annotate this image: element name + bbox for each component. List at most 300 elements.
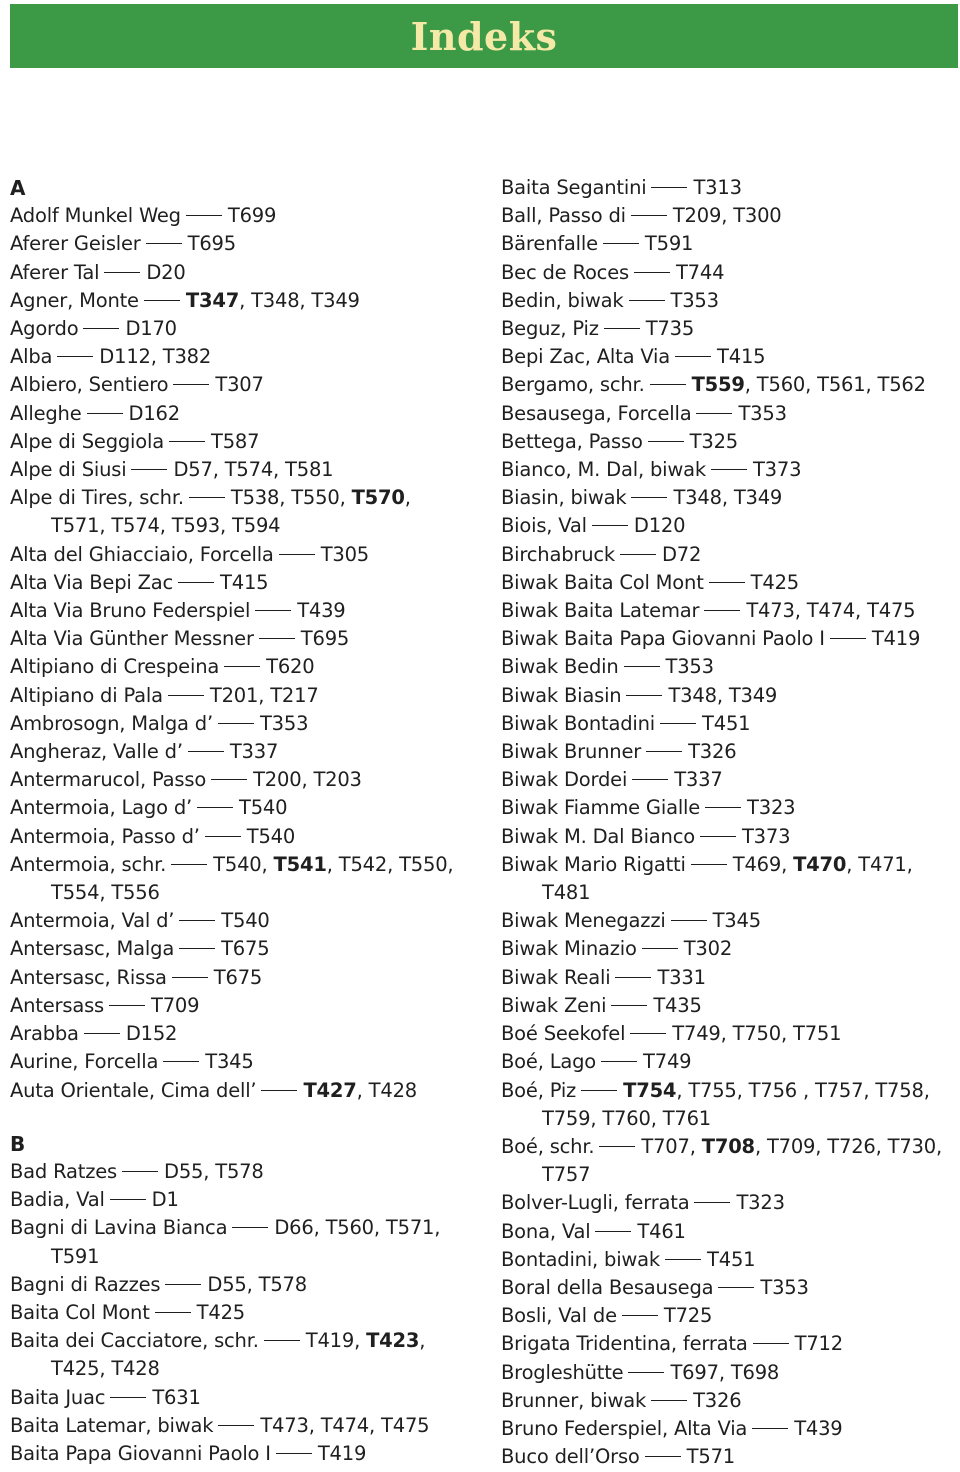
dash-separator — [622, 1315, 658, 1316]
index-entry — [10, 569, 480, 597]
page-ref: D66 — [274, 1216, 314, 1240]
page-ref: T758 — [875, 1078, 924, 1102]
title-banner — [10, 4, 958, 68]
dash-separator — [665, 1259, 701, 1260]
page-ref: T695 — [187, 232, 236, 256]
page-ref: T574 — [224, 458, 274, 482]
index-entry: Bad Ratzes D55, T578 — [10, 1159, 264, 1183]
page-ref: T347 — [185, 288, 240, 312]
page-ref: T349 — [728, 683, 778, 707]
entry-name: Biwak Minazio — [501, 937, 637, 961]
index-entry — [10, 964, 480, 992]
page-ref: T302 — [683, 937, 733, 961]
index-entry — [501, 315, 960, 343]
dash-separator — [261, 1090, 297, 1091]
index-entry — [10, 625, 480, 653]
index-entry: Altipiano di Pala T201, T217 — [10, 683, 319, 707]
index-entry — [10, 202, 480, 230]
entry-name: Baita dei Cacciatore, schr. — [10, 1329, 259, 1353]
page-ref: T550 — [399, 852, 448, 876]
index-entry — [501, 1246, 960, 1274]
index-entry — [501, 569, 960, 597]
section-gap — [10, 1105, 480, 1130]
page-ref: T331 — [657, 965, 706, 989]
page-ref: T313 — [693, 176, 742, 199]
entry-name: Biwak Fiamme Gialle — [501, 796, 701, 820]
entry-name: Alta del Ghiacciaio, Forcella — [10, 542, 274, 566]
entry-name: Bosli, Val de — [501, 1304, 617, 1328]
entry-name: Badia, Val — [10, 1188, 105, 1212]
page-ref: T709 — [151, 993, 200, 1017]
dash-separator — [264, 1340, 300, 1341]
entry-name: Buco dell’Orso — [501, 1445, 640, 1469]
dash-separator — [709, 582, 745, 583]
dash-separator — [624, 666, 660, 667]
index-entry — [10, 400, 480, 428]
page-ref: T675 — [213, 965, 263, 989]
page-ref: T560 — [325, 1216, 374, 1240]
page-ref: T538 — [230, 486, 280, 510]
page-ref: T571 — [385, 1216, 435, 1240]
entry-name: Ambrosogn, Malga d’ — [10, 711, 213, 735]
entry-name: Brogleshütte — [501, 1360, 624, 1384]
page-ref: T201 — [209, 683, 259, 707]
dash-separator — [711, 469, 747, 470]
index-entry: Auta Orientale, Cima dell’ T427, T428 — [10, 1078, 417, 1102]
entry-name: Antermoia, Passo d’ — [10, 824, 200, 848]
index-column-left — [10, 174, 480, 1468]
entry-name: Bona, Val — [501, 1219, 591, 1243]
dash-separator — [224, 666, 260, 667]
page-ref: T559 — [691, 373, 745, 397]
page-ref: T709 — [766, 1134, 816, 1158]
page-ref: T730 — [887, 1134, 936, 1158]
entry-name: Bagni di Lavina Bianca — [10, 1216, 228, 1240]
index-entry — [501, 428, 960, 456]
index-entry — [501, 1218, 960, 1246]
dash-separator — [632, 779, 668, 780]
page-ref: T415 — [717, 345, 766, 369]
page-ref: T353 — [259, 711, 309, 735]
index-entry — [10, 230, 480, 258]
page-ref: T749 — [672, 1022, 721, 1046]
entry-name: Baita Segantini — [501, 176, 647, 199]
page-ref: T578 — [258, 1272, 307, 1296]
dash-separator — [646, 751, 682, 752]
section-letter: A — [10, 176, 26, 200]
entry-name: Bontadini, biwak — [501, 1247, 661, 1271]
page-ref: T570 — [351, 486, 405, 510]
page-ref: T382 — [162, 345, 212, 369]
dash-separator — [169, 441, 205, 442]
entry-name: Boé, Lago — [501, 1050, 597, 1074]
dash-separator — [279, 554, 315, 555]
entry-name: Arabba — [10, 1022, 79, 1046]
dash-separator — [197, 807, 233, 808]
dash-separator — [631, 215, 667, 216]
entry-name: Besausega, Forcella — [501, 401, 692, 425]
entry-name: Alpe di Tires, schr. — [10, 486, 184, 510]
page-ref: T757 — [542, 1163, 591, 1187]
page-ref: T419 — [317, 1441, 367, 1465]
page-ref: T574 — [111, 514, 160, 538]
dash-separator — [718, 1287, 754, 1288]
index-entry: Boé Seekofel T749, T750, T751 — [501, 1022, 842, 1046]
page-ref: T428 — [111, 1357, 160, 1381]
page-ref: T560 — [756, 373, 806, 397]
index-entry: Alpe di Siusi D57, T574, T581 — [10, 458, 334, 482]
page-ref: T757 — [815, 1078, 864, 1102]
page-ref: T540 — [246, 824, 296, 848]
page-ref: T337 — [674, 768, 723, 792]
entry-name: Biwak M. Dal Bianco — [501, 824, 695, 848]
index-entry — [10, 653, 480, 681]
index-entry — [10, 1186, 480, 1214]
dash-separator — [144, 300, 180, 301]
index-entry: Bergamo, schr. T559, T560, T561, T562 — [501, 373, 926, 397]
dash-separator — [171, 864, 207, 865]
page-ref: T593 — [171, 514, 221, 538]
page-ref: T571 — [686, 1445, 735, 1469]
entry-name: Antersasc, Malga — [10, 937, 175, 961]
page-title: Indeks — [410, 13, 558, 59]
index-entry — [501, 512, 960, 540]
entry-name: Biwak Reali — [501, 965, 611, 989]
entry-name: Alta Via Günther Messner — [10, 627, 254, 651]
entry-name: Alleghe — [10, 401, 82, 425]
page-ref: T474 — [320, 1413, 370, 1437]
entry-name: Adolf Munkel Weg — [10, 204, 181, 228]
page-ref: T353 — [760, 1275, 809, 1299]
page-ref: T697 — [670, 1360, 719, 1384]
page-ref: T209 — [672, 204, 722, 228]
index-entry — [10, 541, 480, 569]
page-ref: T373 — [752, 458, 802, 482]
page-ref: T587 — [210, 429, 260, 453]
dash-separator — [84, 1033, 120, 1034]
page-ref: T620 — [266, 655, 315, 679]
page-ref: T726 — [827, 1134, 876, 1158]
page-ref: T425 — [750, 570, 799, 594]
entry-name: Altipiano di Crespeina — [10, 655, 220, 679]
dash-separator — [163, 1061, 199, 1062]
entry-name: Bepi Zac, Alta Via — [501, 345, 671, 369]
page-ref: T451 — [707, 1247, 756, 1271]
dash-separator — [691, 864, 727, 865]
index-entry — [501, 1302, 960, 1330]
index-entry — [501, 174, 960, 202]
page-ref: D162 — [128, 401, 180, 425]
page-ref: T754 — [623, 1078, 677, 1102]
entry-name: Angheraz, Valle d’ — [10, 740, 183, 764]
entry-name: Biasin, biwak — [501, 486, 627, 510]
dash-separator — [178, 582, 214, 583]
index-entry — [501, 1443, 960, 1471]
entry-name: Biwak Bedin — [501, 655, 619, 679]
entry-name: Biwak Mario Rigatti — [501, 852, 686, 876]
index-entry — [10, 710, 480, 738]
page-ref: T578 — [215, 1159, 264, 1183]
page-ref: T562 — [877, 373, 926, 397]
dash-separator — [620, 554, 656, 555]
page-ref: T759 — [542, 1106, 591, 1130]
dash-separator — [651, 1400, 687, 1401]
index-entry: Antermarucol, Passo T200, T203 — [10, 768, 362, 792]
page-ref: T594 — [232, 514, 281, 538]
dash-separator — [700, 836, 736, 837]
page-ref: T300 — [733, 204, 782, 228]
page-ref: T348 — [251, 288, 300, 312]
dash-separator — [255, 610, 291, 611]
index-entry — [501, 794, 960, 822]
entry-name: Bagni di Razzes — [10, 1272, 161, 1296]
page-ref: T475 — [381, 1413, 430, 1437]
dash-separator — [595, 1231, 631, 1232]
index-entry: Biwak Biasin T348, T349 — [501, 683, 778, 707]
index-entry — [501, 1415, 960, 1443]
dash-separator — [168, 695, 204, 696]
dash-separator — [645, 1456, 681, 1457]
index-entry — [501, 738, 960, 766]
dash-separator — [629, 300, 665, 301]
page-ref: T571 — [51, 514, 100, 538]
page-ref: T591 — [644, 232, 694, 256]
entry-name: Baita Papa Giovanni Paolo I — [10, 1441, 271, 1465]
page-ref: T203 — [313, 768, 362, 792]
index-entry: Baita dei Cacciatore, schr. T419, T423, T425, T428 — [10, 1329, 426, 1381]
index-entry — [501, 1387, 960, 1415]
page-ref: T349 — [311, 288, 360, 312]
dash-separator — [122, 1171, 158, 1172]
index-entry: Bagni di Lavina Bianca D66, T560, T571, T591 — [10, 1216, 441, 1268]
dash-separator — [830, 638, 866, 639]
dash-separator — [694, 1202, 730, 1203]
entry-name: Brunner, biwak — [501, 1388, 647, 1412]
index-entry — [501, 343, 960, 371]
page-ref: T481 — [542, 881, 591, 905]
page-ref: D20 — [146, 260, 186, 284]
entry-name: Bettega, Passo — [501, 429, 643, 453]
dash-separator — [752, 1428, 788, 1429]
index-entry — [10, 1048, 480, 1076]
page-ref: T439 — [297, 599, 346, 623]
index-entry: Ball, Passo di T209, T300 — [501, 204, 782, 228]
page-ref: T353 — [665, 655, 714, 679]
page-ref: T474 — [806, 599, 856, 623]
entry-name: Bärenfalle — [501, 232, 598, 256]
entry-name: Aferer Geisler — [10, 232, 141, 256]
page-ref: D57 — [173, 458, 213, 482]
index-entry — [501, 1330, 960, 1358]
entry-name: Agordo — [10, 317, 79, 341]
dash-separator — [146, 243, 182, 244]
page-ref: T540 — [239, 796, 288, 820]
page-ref: T353 — [670, 288, 719, 312]
page-ref: T695 — [300, 627, 350, 651]
page-ref: T415 — [220, 570, 269, 594]
dash-separator — [110, 1397, 146, 1398]
index-entry — [10, 823, 480, 851]
index-entry — [501, 456, 960, 484]
page-ref: T428 — [368, 1078, 417, 1102]
dash-separator — [155, 1312, 191, 1313]
page-ref: T749 — [643, 1050, 692, 1074]
index-entry — [501, 259, 960, 287]
page-ref: T542 — [338, 852, 388, 876]
page-ref: D112 — [99, 345, 151, 369]
page-ref: T556 — [111, 881, 160, 905]
index-entry — [501, 1274, 960, 1302]
dash-separator — [592, 525, 628, 526]
entry-name: Bolver-Lugli, ferrata — [501, 1191, 690, 1215]
index-entry: Boé, Piz T754, T755, T756 , T757, T758, T759, T760, T761 — [501, 1078, 930, 1130]
page-ref: T591 — [51, 1244, 100, 1268]
page-ref: T554 — [51, 881, 100, 905]
page-ref: T200 — [253, 768, 302, 792]
entry-name: Baita Latemar, biwak — [10, 1413, 214, 1437]
index-entry: Agner, Monte T347, T348, T349 — [10, 288, 360, 312]
page-ref: T561 — [817, 373, 866, 397]
index-entry: Biwak Mario Rigatti T469, T470, T471, T481 — [501, 852, 913, 905]
page-ref: T423 — [366, 1329, 420, 1353]
entry-name: Antermoia, schr. — [10, 852, 167, 876]
index-entry: Bagni di Razzes D55, T578 — [10, 1272, 307, 1296]
page-ref: T750 — [732, 1022, 781, 1046]
dash-separator — [87, 413, 123, 414]
index-entry — [10, 1020, 480, 1048]
entry-name: Antermoia, Lago d’ — [10, 796, 193, 820]
index-entry — [10, 315, 480, 343]
entry-name: Bergamo, schr. — [501, 373, 645, 397]
entry-name: Bruno Federspiel, Alta Via — [501, 1416, 748, 1440]
dash-separator — [696, 413, 732, 414]
page-ref: T540 — [221, 909, 270, 933]
dash-separator — [211, 779, 247, 780]
page-ref: T469 — [732, 852, 782, 876]
entry-name: Alpe di Seggiola — [10, 429, 164, 453]
page-ref: D55 — [207, 1272, 247, 1296]
page-ref: T419 — [871, 627, 921, 651]
page-ref: D72 — [661, 542, 702, 566]
entry-name: Antermarucol, Passo — [10, 768, 207, 792]
page-ref: T337 — [229, 740, 279, 764]
index-entry — [10, 597, 480, 625]
index-entry: Brogleshütte T697, T698 — [501, 1360, 780, 1384]
page-ref: T439 — [794, 1416, 843, 1440]
entry-name: Biwak Brunner — [501, 740, 642, 764]
index-entry — [501, 907, 960, 935]
page-ref: T470 — [793, 852, 847, 876]
page-ref: T699 — [227, 204, 277, 228]
dash-separator — [705, 807, 741, 808]
page-ref: T325 — [689, 429, 739, 453]
page-ref: T473 — [260, 1413, 309, 1437]
index-entry — [501, 935, 960, 963]
entry-name: Biwak Baita Papa Giovanni Paolo I — [501, 627, 825, 651]
index-entry: Biwak Baita Latemar T473, T474, T475 — [501, 599, 916, 623]
index-entry — [501, 653, 960, 681]
page-ref: T307 — [215, 373, 264, 397]
index-entry: Alba D112, T382 — [10, 345, 212, 369]
page-ref: T345 — [205, 1050, 254, 1074]
index-entry — [501, 964, 960, 992]
entry-name: Bec de Roces — [501, 260, 629, 284]
entry-name: Antersasc, Rissa — [10, 965, 167, 989]
entry-name: Biwak Bontadini — [501, 711, 656, 735]
page-ref: D1 — [151, 1188, 179, 1212]
dash-separator — [628, 1372, 664, 1373]
page-ref: T353 — [738, 401, 787, 425]
index-entry — [501, 823, 960, 851]
entry-name: Boé Seekofel — [501, 1022, 626, 1046]
entry-name: Bianco, M. Dal, biwak — [501, 458, 706, 482]
page-ref: T550 — [291, 486, 340, 510]
dash-separator — [753, 1343, 789, 1344]
dash-separator — [601, 1061, 637, 1062]
index-entry: Biasin, biwak T348, T349 — [501, 486, 783, 510]
page-ref: T755 — [688, 1078, 737, 1102]
entry-name: Biwak Zeni — [501, 993, 607, 1017]
index-entry: Antermoia, schr. T540, T541, T542, T550, T554, T556 — [10, 852, 454, 905]
index-entry: Baita Latemar, biwak T473, T474, T475 — [10, 1413, 430, 1437]
page-ref: T707 — [641, 1134, 690, 1158]
section-letter: B — [10, 1131, 26, 1156]
page-ref: T348 — [668, 683, 717, 707]
page-ref: T541 — [273, 852, 327, 876]
entry-name: Aferer Tal — [10, 260, 100, 284]
page-ref: T305 — [320, 542, 370, 566]
index-entry — [10, 907, 480, 935]
dash-separator — [631, 497, 667, 498]
entry-name: Boé, Piz — [501, 1078, 577, 1102]
entry-name: Altipiano di Pala — [10, 683, 163, 707]
page-ref: T419 — [305, 1329, 355, 1353]
page-ref: T323 — [736, 1191, 785, 1215]
entry-name: Biwak Biasin — [501, 683, 622, 707]
entry-name: Antersass — [10, 993, 104, 1017]
page-ref: T698 — [730, 1360, 780, 1384]
dash-separator — [604, 328, 640, 329]
dash-separator — [186, 215, 222, 216]
index-entry — [501, 1189, 960, 1217]
page-ref: D55 — [164, 1159, 204, 1183]
page-ref: T349 — [733, 486, 783, 510]
index-entry — [501, 766, 960, 794]
entry-name: Alpe di Siusi — [10, 458, 127, 482]
dash-separator — [611, 1005, 647, 1006]
entry-name: Biwak Menegazzi — [501, 909, 666, 933]
entry-name: Beguz, Piz — [501, 317, 599, 341]
dash-separator — [189, 497, 225, 498]
dash-separator — [104, 272, 140, 273]
dash-separator — [276, 1453, 312, 1454]
index-entry — [10, 1384, 480, 1412]
index-entry — [10, 428, 480, 456]
index-entry — [10, 992, 480, 1020]
dash-separator — [650, 384, 686, 385]
index-entry — [501, 625, 960, 653]
page-ref: T345 — [712, 909, 761, 933]
dash-separator — [218, 723, 254, 724]
page-ref: T751 — [792, 1022, 842, 1046]
entry-name: Alta Via Bepi Zac — [10, 570, 174, 594]
dash-separator — [172, 977, 208, 978]
index-entry — [501, 230, 960, 258]
page-ref: T675 — [221, 937, 270, 961]
index-entry — [10, 1299, 480, 1327]
dash-separator — [675, 356, 711, 357]
dash-separator — [179, 920, 215, 921]
